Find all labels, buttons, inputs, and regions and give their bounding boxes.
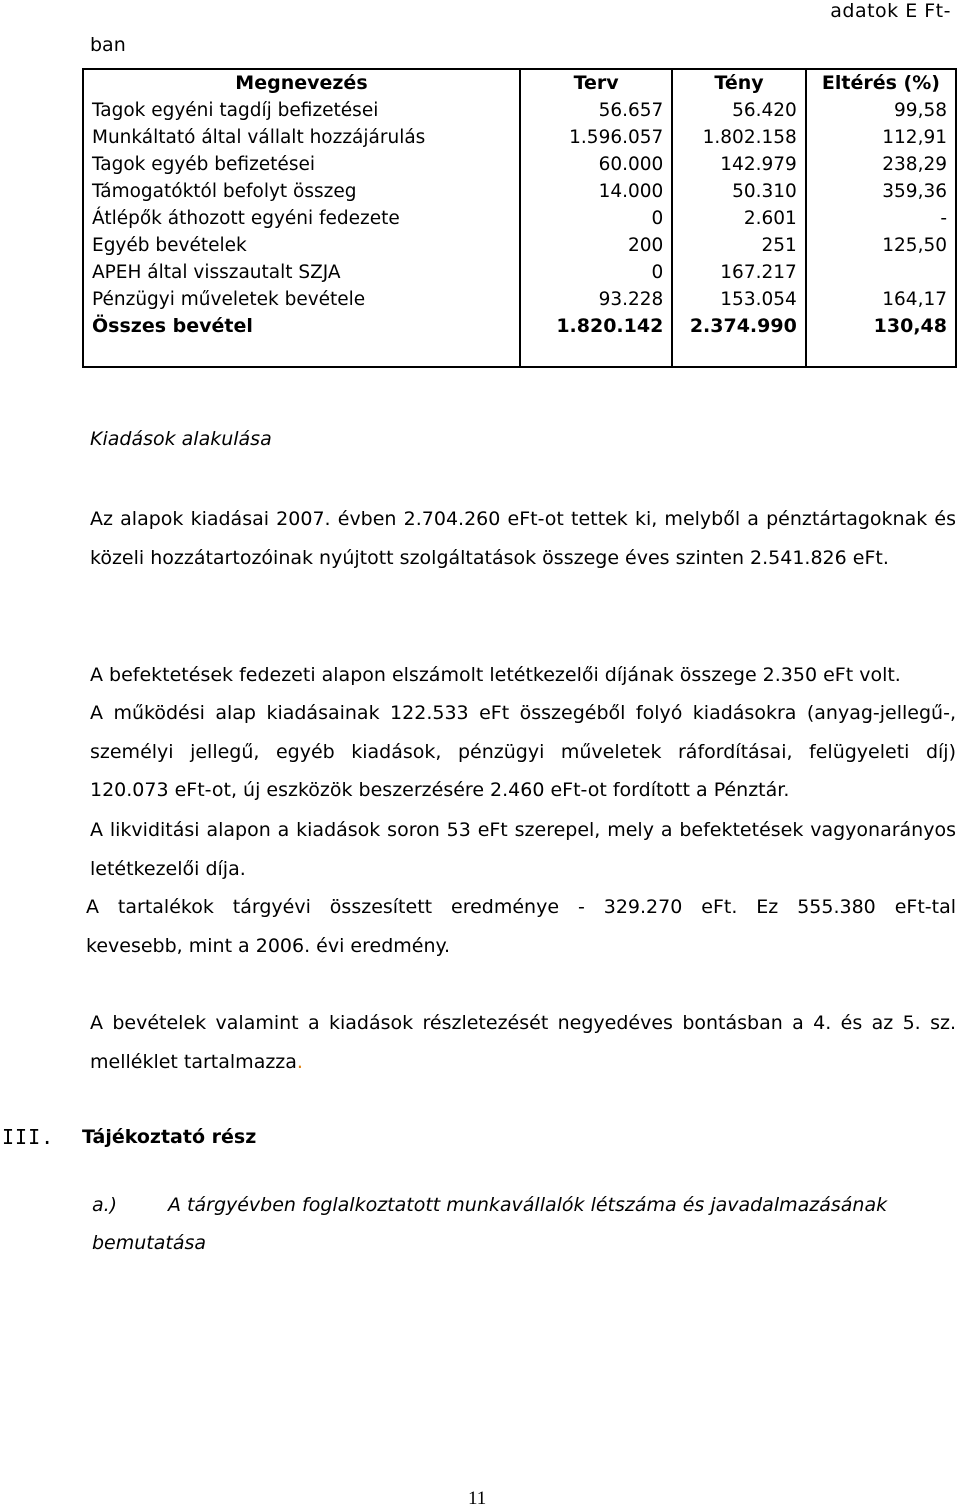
subsection-title-line2: bemutatása <box>92 1232 207 1254</box>
row-actual: 2.601 <box>672 205 805 232</box>
header-actual: Tény <box>672 69 805 97</box>
table-row <box>83 286 956 313</box>
row-deviation <box>806 259 956 286</box>
section-title: Kiadások alakulása <box>90 428 272 450</box>
row-deviation: - <box>806 205 956 232</box>
table-row <box>83 232 956 259</box>
row-actual: 167.217 <box>672 259 805 286</box>
table-total-row <box>83 313 956 340</box>
part-title: Tájékoztató rész <box>82 1126 257 1148</box>
subsection-title-line1: A tárgyévben foglalkoztatott munkavállalók létszáma és javadalmazásának <box>168 1194 888 1216</box>
row-plan: 1.596.057 <box>520 124 672 151</box>
row-name: Tagok egyéb befizetései <box>83 151 520 178</box>
row-deviation: 359,36 <box>806 178 956 205</box>
total-actual: 2.374.990 <box>672 313 805 340</box>
table-row <box>83 151 956 178</box>
unit-note: adatok E Ft- <box>830 0 951 22</box>
paragraph-appendix-dot: . <box>296 1050 303 1073</box>
row-name: Támogatóktól befolyt összeg <box>83 178 520 205</box>
paragraph-liquidity: A likviditási alapon a kiadások soron 53 eFt szerepel, mely a befektetések vagyonarányos letétkezelői díja. <box>90 819 956 880</box>
table-row <box>83 205 956 232</box>
paragraph-appendix-text: A bevételek valamint a kiadások részletezését negyedéves bontásban a 4. és az 5. sz. melléklet tartalmazza <box>90 1012 956 1073</box>
paragraph-custody-fee: A befektetések fedezeti alapon elszámolt letétkezelői díjának összege 2.350 eFt volt. <box>90 664 901 686</box>
paragraph-reserves <box>86 888 956 965</box>
row-deviation: 238,29 <box>806 151 956 178</box>
income-table <box>82 68 957 368</box>
paragraph-operating-expenses: A működési alap kiadásainak 122.533 eFt összegéből folyó kiadásokra (anyag-jellegű-, személyi jellegű, egyéb kiadások, pénzügyi műveletek ráfordításai, felügyeleti díj) 120.073 eFt-ot, új eszközök beszerzésére 2.460 eFt-ot fordított a Pénztár. <box>90 702 956 802</box>
table-row <box>83 124 956 151</box>
table-row <box>83 97 956 124</box>
row-actual: 1.802.158 <box>672 124 805 151</box>
row-actual: 251 <box>672 232 805 259</box>
row-plan: 0 <box>520 205 672 232</box>
page-number: 11 <box>468 1488 487 1509</box>
paragraph-expenses-total: Az alapok kiadásai 2007. évben 2.704.260 eFt-ot tettek ki, melyből a pénztártagoknak és közeli hozzátartozóinak nyújtott szolgáltatások összege éves szinten 2.541.826 eFt. <box>90 508 956 569</box>
header-plan: Terv <box>520 69 672 97</box>
table-header-row <box>83 69 956 97</box>
table-bottom-spacer <box>83 340 956 367</box>
row-name: Pénzügyi műveletek bevétele <box>83 286 520 313</box>
row-name: Tagok egyéni tagdíj befizetései <box>83 97 520 124</box>
row-plan: 14.000 <box>520 178 672 205</box>
row-name: APEH által visszautalt SZJA <box>83 259 520 286</box>
row-actual: 153.054 <box>672 286 805 313</box>
row-deviation: 99,58 <box>806 97 956 124</box>
row-plan: 60.000 <box>520 151 672 178</box>
row-name: Egyéb bevételek <box>83 232 520 259</box>
paragraph-reserves-line1: A tartalékok tárgyévi összesített eredménye - 329.270 eFt. Ez 555.380 eFt-tal <box>86 896 956 918</box>
paragraph-reserves-line2: kevesebb, mint a 2006. évi eredmény. <box>86 934 451 957</box>
header-deviation: Eltérés (%) <box>806 69 956 97</box>
row-name: Átlépők áthozott egyéni fedezete <box>83 205 520 232</box>
row-actual: 56.420 <box>672 97 805 124</box>
table-row <box>83 259 956 286</box>
row-actual: 142.979 <box>672 151 805 178</box>
subsection-label: a.) <box>92 1194 118 1216</box>
total-label: Összes bevétel <box>83 313 520 340</box>
row-plan: 200 <box>520 232 672 259</box>
row-deviation: 125,50 <box>806 232 956 259</box>
table-row <box>83 178 956 205</box>
row-name: Munkáltató által vállalt hozzájárulás <box>83 124 520 151</box>
row-plan: 0 <box>520 259 672 286</box>
row-deviation: 112,91 <box>806 124 956 151</box>
row-plan: 93.228 <box>520 286 672 313</box>
total-plan: 1.820.142 <box>520 313 672 340</box>
header-name: Megnevezés <box>83 69 520 97</box>
unit-note-continuation: ban <box>90 34 126 56</box>
row-deviation: 164,17 <box>806 286 956 313</box>
part-number: III. <box>2 1125 55 1149</box>
row-plan: 56.657 <box>520 97 672 124</box>
row-actual: 50.310 <box>672 178 805 205</box>
paragraph-appendix <box>90 1004 956 1081</box>
total-deviation: 130,48 <box>806 313 956 340</box>
